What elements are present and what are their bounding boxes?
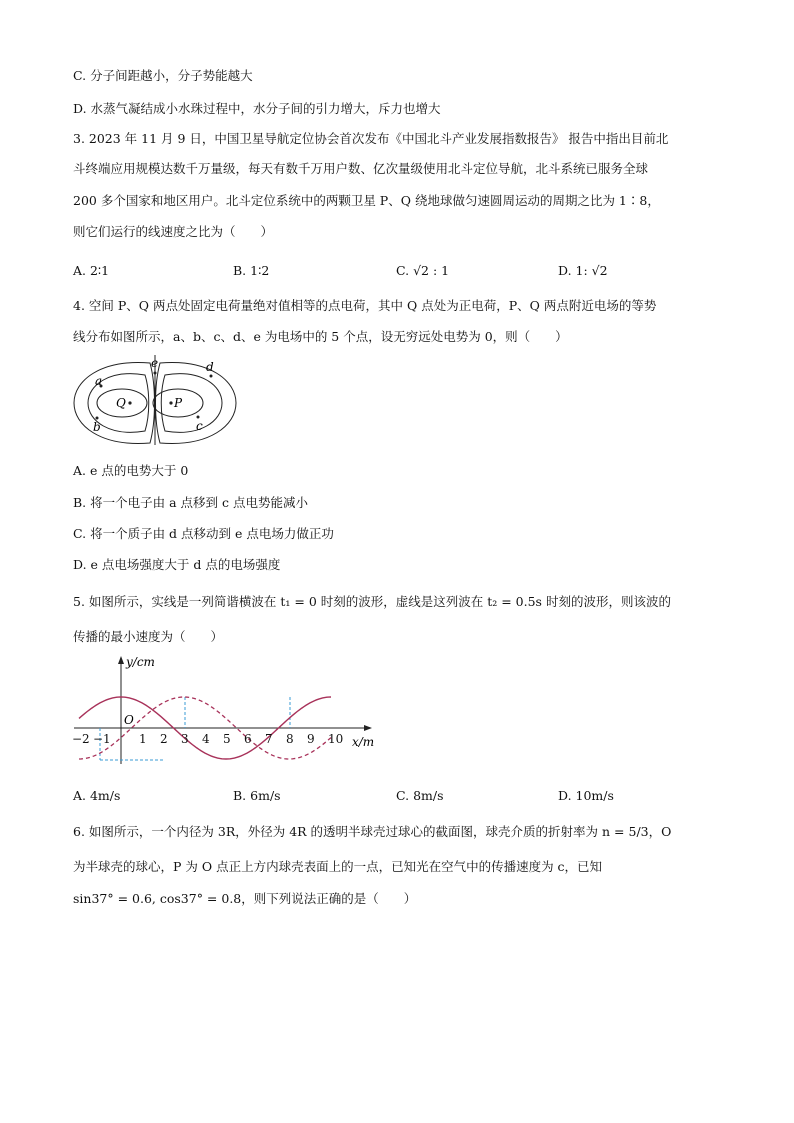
x-tick-label: 1 bbox=[139, 732, 147, 746]
label-e: e bbox=[151, 356, 159, 370]
label-c: c bbox=[196, 419, 203, 433]
q4-stem-line-2: 线分布如图所示，a、b、c、d、e 为电场中的 5 个点，设无穷远处电势为 0，则（ ） bbox=[73, 329, 568, 344]
origin-label: O bbox=[124, 713, 134, 727]
x-tick-label: 4 bbox=[202, 732, 210, 746]
q4-stem-line-1: 4. 空间 P、Q 两点处固定电荷量绝对值相等的点电荷，其中 Q 点处为正电荷，P、Q 两点附近电场的等势 bbox=[73, 298, 657, 313]
q3-option-d: D. 1: √2 bbox=[558, 263, 608, 278]
x-tick-label: 7 bbox=[265, 732, 273, 746]
x-tick-label: 3 bbox=[181, 732, 189, 746]
point-e-dot bbox=[154, 372, 157, 375]
y-axis-label: y/cm bbox=[126, 655, 155, 669]
label-d: d bbox=[206, 360, 214, 374]
q4-option-d: D. e 点电场强度大于 d 点的电场强度 bbox=[73, 557, 281, 572]
q4-option-a: A. e 点的电势大于 0 bbox=[73, 463, 189, 478]
x-tick-label: 2 bbox=[160, 732, 168, 746]
p-charge-dot bbox=[169, 401, 172, 404]
q3-option-a: A. 2∶1 bbox=[73, 263, 110, 278]
q6-stem-line-2: 为半球壳的球心，P 为 O 点正上方内球壳表面上的一点，已知光在空气中的传播速度为 c，已知 bbox=[73, 859, 603, 874]
x-tick-label: 5 bbox=[223, 732, 231, 746]
q5-option-b: B. 6m/s bbox=[233, 788, 281, 803]
q5-option-a: A. 4m/s bbox=[73, 788, 121, 803]
q2-option-c: C. 分子间距越小，分子势能越大 bbox=[73, 68, 253, 83]
q2-option-d: D. 水蒸气凝结成小水珠过程中，水分子间的引力增大，斥力也增大 bbox=[73, 101, 441, 116]
point-d-dot bbox=[210, 375, 213, 378]
q-charge-dot bbox=[128, 401, 131, 404]
x-tick-label: −2 bbox=[72, 732, 90, 746]
wave-graph bbox=[66, 652, 386, 770]
q3-option-c: C. √2 : 1 bbox=[396, 263, 450, 278]
x-axis-label: x/m bbox=[352, 735, 375, 749]
label-p: P bbox=[174, 396, 183, 410]
q6-stem-line-3: sin37° = 0.6, cos37° = 0.8，则下列说法正确的是（ ） bbox=[73, 891, 417, 906]
label-a: a bbox=[95, 374, 103, 388]
q5-option-c: C. 8m/s bbox=[396, 788, 444, 803]
q3-stem-line-1: 3. 2023 年 11 月 9 日，中国卫星导航定位协会首次发布《中国北斗产业发展指数报告》 报告中指出目前北 bbox=[73, 131, 669, 146]
equipotential-figure bbox=[70, 355, 245, 445]
x-tick-label: 10 bbox=[328, 732, 344, 746]
x-tick-label: 6 bbox=[244, 732, 252, 746]
q3-stem-line-4: 则它们运行的线速度之比为（ ） bbox=[73, 224, 274, 239]
x-tick-label: 9 bbox=[307, 732, 315, 746]
q5-option-d: D. 10m/s bbox=[558, 788, 614, 803]
x-tick-label: −1 bbox=[93, 732, 111, 746]
q6-stem-line-1: 6. 如图所示，一个内径为 3R，外径为 4R 的透明半球壳过球心的截面图，球壳介质的折射率为 n = 5/3，O bbox=[73, 824, 672, 839]
x-axis-arrow bbox=[364, 725, 372, 731]
q3-stem-line-3: 200 多个国家和地区用户。北斗定位系统中的两颗卫星 P、Q 绕地球做匀速圆周运动的周期之比为 1∶8， bbox=[73, 193, 660, 208]
y-axis-arrow bbox=[118, 656, 124, 664]
q5-stem-line-2: 传播的最小速度为（ ） bbox=[73, 629, 224, 644]
label-b: b bbox=[93, 420, 101, 434]
x-tick-label: 8 bbox=[286, 732, 294, 746]
q4-option-b: B. 将一个电子由 a 点移到 c 点电势能减小 bbox=[73, 495, 308, 510]
q3-stem-line-2: 斗终端应用规模达数千万量级，每天有数千万用户数、亿次量级使用北斗定位导航，北斗系统已服务全球 bbox=[73, 161, 649, 176]
label-q: Q bbox=[116, 396, 126, 410]
q3-option-b: B. 1∶2 bbox=[233, 263, 270, 278]
q4-option-c: C. 将一个质子由 d 点移动到 e 点电场力做正功 bbox=[73, 526, 334, 541]
q5-stem-line-1: 5. 如图所示，实线是一列简谐横波在 t₁ = 0 时刻的波形，虚线是这列波在 t₂ = 0.5s 时刻的波形，则该波的 bbox=[73, 594, 671, 609]
